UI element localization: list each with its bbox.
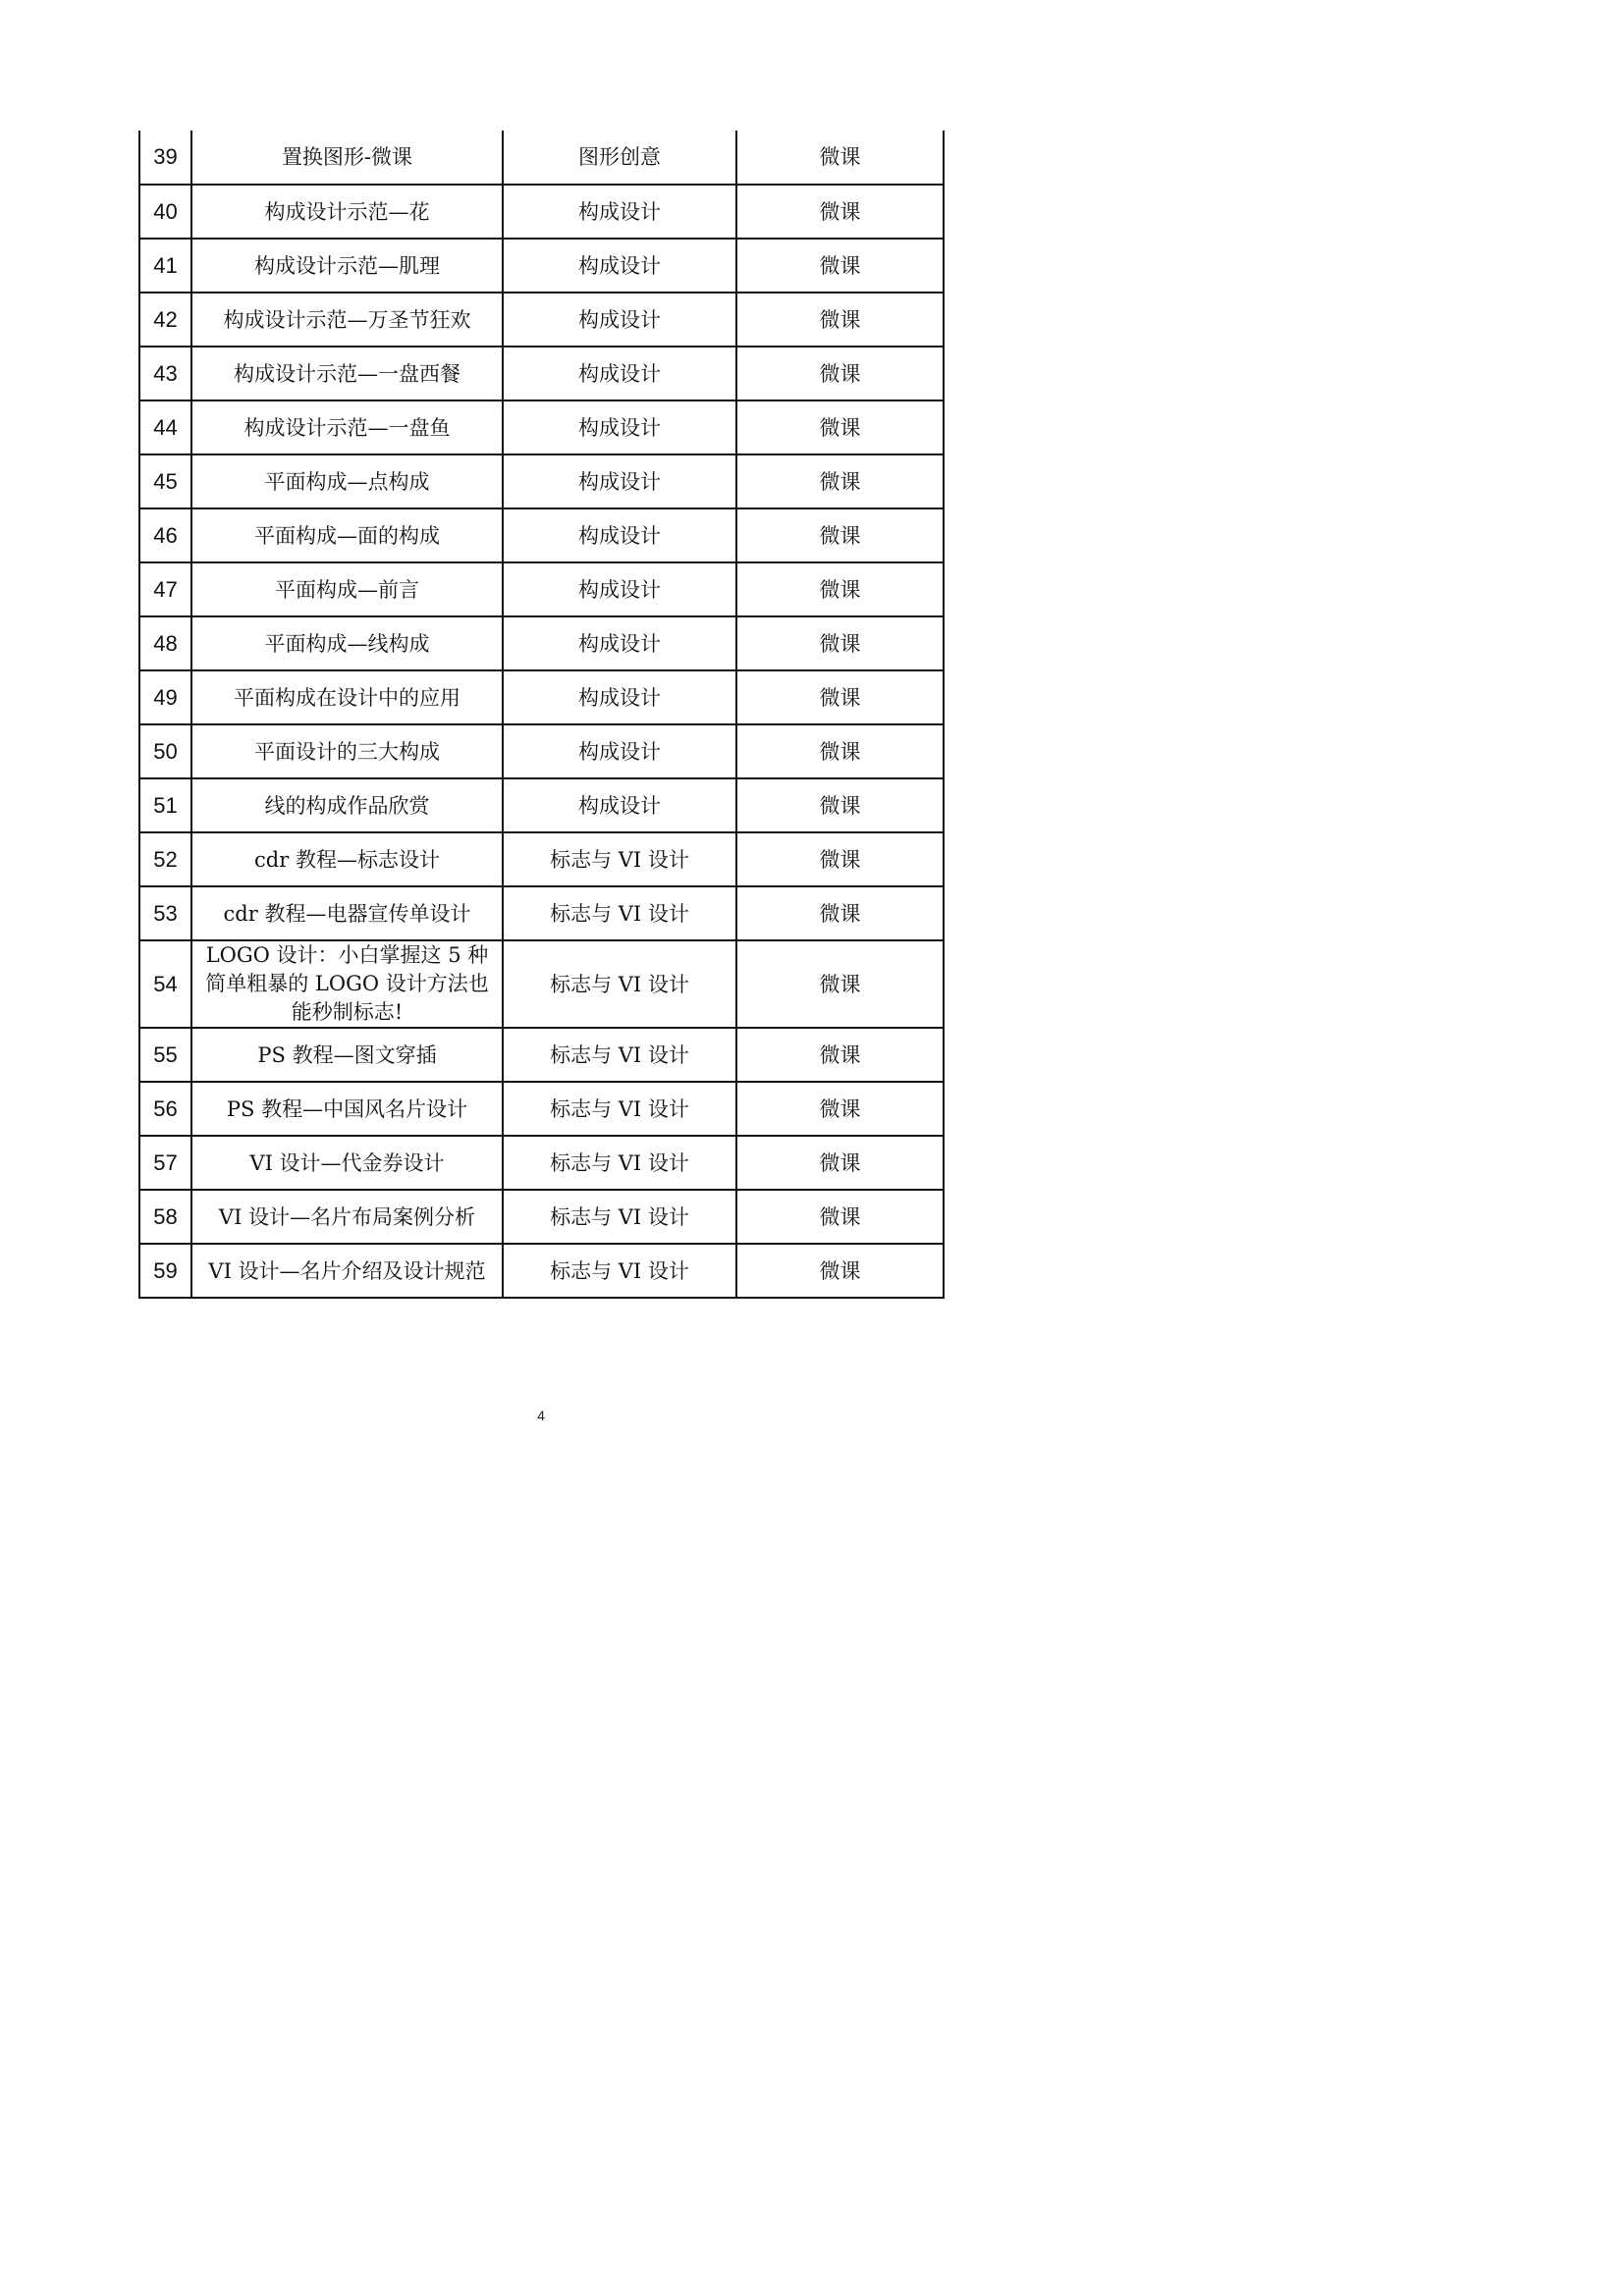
table-row	[139, 886, 944, 940]
row-number-cell: 41	[139, 239, 191, 293]
row-number-cell: 44	[139, 400, 191, 454]
course-type-cell: 微课	[736, 1082, 944, 1136]
course-category-cell: 构成设计	[503, 400, 736, 454]
course-title-cell: 平面构成—点构成	[191, 454, 503, 508]
table-row	[139, 670, 944, 724]
table-row	[139, 1136, 944, 1190]
course-title-cell: VI 设计—名片布局案例分析	[191, 1190, 503, 1244]
course-type-cell: 微课	[736, 1136, 944, 1190]
course-type-cell: 微课	[736, 724, 944, 778]
table-row	[139, 400, 944, 454]
table-row	[139, 562, 944, 616]
row-number-cell: 48	[139, 616, 191, 670]
course-title-cell: 平面设计的三大构成	[191, 724, 503, 778]
course-category-cell: 标志与 VI 设计	[503, 832, 736, 886]
row-number-cell: 46	[139, 508, 191, 562]
course-type-cell: 微课	[736, 185, 944, 239]
row-number-cell: 52	[139, 832, 191, 886]
course-category-cell: 构成设计	[503, 724, 736, 778]
table-row	[139, 131, 944, 185]
course-category-cell: 图形创意	[503, 131, 736, 185]
row-number-cell: 51	[139, 778, 191, 832]
row-number-cell: 55	[139, 1028, 191, 1082]
row-number-cell: 58	[139, 1190, 191, 1244]
row-number-cell: 49	[139, 670, 191, 724]
table-row	[139, 616, 944, 670]
row-number-cell: 50	[139, 724, 191, 778]
table-row	[139, 347, 944, 400]
course-title-cell: 平面构成—面的构成	[191, 508, 503, 562]
row-number-cell: 40	[139, 185, 191, 239]
course-type-cell: 微课	[736, 293, 944, 347]
course-table	[138, 131, 945, 1299]
course-type-cell: 微课	[736, 778, 944, 832]
table-row	[139, 239, 944, 293]
course-title-cell: cdr 教程—标志设计	[191, 832, 503, 886]
course-title-cell: 平面构成—前言	[191, 562, 503, 616]
course-category-cell: 标志与 VI 设计	[503, 1136, 736, 1190]
course-title-cell: 平面构成在设计中的应用	[191, 670, 503, 724]
course-category-cell: 构成设计	[503, 508, 736, 562]
course-type-cell: 微课	[736, 347, 944, 400]
course-type-cell: 微课	[736, 1190, 944, 1244]
course-category-cell: 标志与 VI 设计	[503, 1244, 736, 1298]
table-row	[139, 508, 944, 562]
course-type-cell: 微课	[736, 508, 944, 562]
row-number-cell: 54	[139, 940, 191, 1028]
course-category-cell: 标志与 VI 设计	[503, 940, 736, 1028]
table-row	[139, 778, 944, 832]
table-row	[139, 724, 944, 778]
course-category-cell: 构成设计	[503, 616, 736, 670]
course-title-cell: LOGO 设计：小白掌握这 5 种简单粗暴的 LOGO 设计方法也能秒制标志!	[191, 940, 503, 1028]
course-title-cell: cdr 教程—电器宣传单设计	[191, 886, 503, 940]
course-title-cell: 构成设计示范—花	[191, 185, 503, 239]
table-row	[139, 454, 944, 508]
document-page	[0, 0, 1082, 1529]
row-number-cell: 53	[139, 886, 191, 940]
course-type-cell: 微课	[736, 454, 944, 508]
course-type-cell: 微课	[736, 616, 944, 670]
course-title-cell: 平面构成—线构成	[191, 616, 503, 670]
course-category-cell: 标志与 VI 设计	[503, 1190, 736, 1244]
row-number-cell: 47	[139, 562, 191, 616]
course-category-cell: 构成设计	[503, 293, 736, 347]
course-title-cell: VI 设计—名片介绍及设计规范	[191, 1244, 503, 1298]
course-title-cell: 构成设计示范—万圣节狂欢	[191, 293, 503, 347]
row-number-cell: 43	[139, 347, 191, 400]
course-type-cell: 微课	[736, 239, 944, 293]
course-title-cell: 线的构成作品欣赏	[191, 778, 503, 832]
course-type-cell: 微课	[736, 940, 944, 1028]
course-title-cell: PS 教程—中国风名片设计	[191, 1082, 503, 1136]
course-title-cell: PS 教程—图文穿插	[191, 1028, 503, 1082]
row-number-cell: 57	[139, 1136, 191, 1190]
course-type-cell: 微课	[736, 562, 944, 616]
course-type-cell: 微课	[736, 131, 944, 185]
course-type-cell: 微课	[736, 670, 944, 724]
row-number-cell: 42	[139, 293, 191, 347]
table-row	[139, 832, 944, 886]
course-category-cell: 构成设计	[503, 778, 736, 832]
table-row	[139, 293, 944, 347]
course-title-cell: 构成设计示范—一盘西餐	[191, 347, 503, 400]
row-number-cell: 59	[139, 1244, 191, 1298]
course-category-cell: 构成设计	[503, 454, 736, 508]
table-row	[139, 1082, 944, 1136]
page-number: 4	[537, 1408, 545, 1423]
course-table-body	[139, 131, 944, 1298]
course-title-cell: VI 设计—代金券设计	[191, 1136, 503, 1190]
table-row	[139, 185, 944, 239]
table-row	[139, 1190, 944, 1244]
table-row	[139, 1028, 944, 1082]
row-number-cell: 45	[139, 454, 191, 508]
course-title-cell: 构成设计示范—肌理	[191, 239, 503, 293]
course-category-cell: 构成设计	[503, 347, 736, 400]
course-type-cell: 微课	[736, 1244, 944, 1298]
row-number-cell: 39	[139, 131, 191, 185]
course-category-cell: 构成设计	[503, 670, 736, 724]
row-number-cell: 56	[139, 1082, 191, 1136]
course-category-cell: 标志与 VI 设计	[503, 1028, 736, 1082]
course-category-cell: 标志与 VI 设计	[503, 1082, 736, 1136]
course-type-cell: 微课	[736, 832, 944, 886]
course-type-cell: 微课	[736, 400, 944, 454]
course-title-cell: 置换图形-微课	[191, 131, 503, 185]
table-row	[139, 1244, 944, 1298]
course-category-cell: 构成设计	[503, 185, 736, 239]
course-category-cell: 构成设计	[503, 562, 736, 616]
course-type-cell: 微课	[736, 886, 944, 940]
course-title-cell: 构成设计示范—一盘鱼	[191, 400, 503, 454]
course-category-cell: 标志与 VI 设计	[503, 886, 736, 940]
table-row	[139, 940, 944, 1028]
course-category-cell: 构成设计	[503, 239, 736, 293]
course-type-cell: 微课	[736, 1028, 944, 1082]
